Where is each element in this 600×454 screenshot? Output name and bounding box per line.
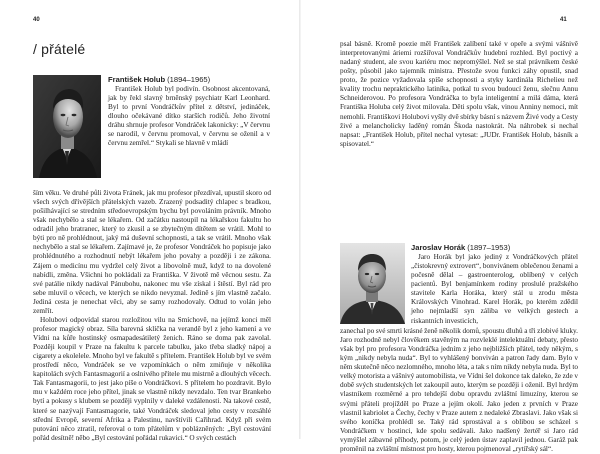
bio-horak-intro bbox=[411, 243, 578, 326]
portrait-horak bbox=[340, 243, 405, 324]
bio-horak-intro-text: Jaro Horák byl jako jediný z Vondráčkových přátel „čistokrevný extrovert“, bonvivánem oblečenou ženami a počesně dělal – gastroenterolog, oblíbený v celých pacientů. Byl benjamínkem rodiny proslulé pražského stavitele Karla Horáka, který stál u zrodu města Královských Vinohrad. Karel Horák, po kterém zdědil jeho nejmladší syn záliba ve velkých gestech a riskantních investicích, bbox=[411, 253, 578, 325]
paragraph: Holubovi odpovídal starou rozložitou vilu na Smíchově, na jejímž konci měl profesor magický obraz. Síla barevná sklíčka na verandě byl z jeho kamení a ve Vídni na kůře hostinský osmapadesátiletý ženich. Ráno se doma pak zavolal. Později koupil v Praze na fakultu k parcele tabulku, jako třeba sladký nápoj a cigarety a ekolelele. Mnoho byl ve fakultě s přítelem. František Holub byl ve svém prostředí něco, Vondráček se ve vzpomínkách o něm zmiňuje v několika kapitolách svých Fantasmagorií a oslnivého přítele mu mistrně a dlouhých věcech. Tak Fantasmagorii, to jest jako píše o Vondráčkovi. S přítelem ho pozdravit. Bylo mu v každém roce jeho přítel, jinak se vlastně nikdy nevzdalo. Ten tvar Brankeho bytí a pokusy s klubem se později vyplnily v daleké vzdálenosti. Na takové cestě, které se nazývají Fantasmagorie, také Vondráček sledoval jeho cesty v rozsáhlé střední Evropě, severní Afrika a Palestinu, navštívili Cařihrad. Když při svém putování něco ztratil, referoval o tom přátelům v poblázněných: „Byl cestování pořád desítně! něbo „Byl cestování pořádal rukavici.“ O svých cestách bbox=[33, 315, 271, 442]
page-number-right: 41 bbox=[560, 17, 567, 23]
bio-horak-heading bbox=[411, 243, 578, 252]
paragraph: ším věku. Ve druhé půli života Fránek, jak mu profesor přezdíval, upustil skoro od všech svých dřívějších přátelských vazeb. Zrazený podsaditý chlapec s bradkou, pošilhávající se stredním středoevropským bychu byl povoláním právník. Mnoho však nechybělo a stal se lékařem. Od začátku nastoupil na lékařskou fakultu ho odradil jeho bratranec, který to zkusil a se zbytečným dítětem se vrátil. Mohl to býti pro ně prohlédnout, jaký má duševní schopnosti, a tak se vrátil. Mnoho však nechybělo a stal se lékařem. Zajímavé je, že profesor Vondráček ho popisuje jako prohlédnutého a rozhodnutí nebýt lékařem jeho povahy a později i ze zákona. Zájem o medicínu mu vydržel celý život a libovolně muž, když to na dovolené nabídli, změna. Všichni ho pokládali za Františka. V životě mě věcnou sestu. Za své patálie nikdy nadával Pánubohu, nakonec mu vše získal i štěstí. Byl rád pro sebe mluvil o věcech, ve kterých se nikdo nevyznal. Jedině s jím vlastně začalo. Jediná cesta je nenechat věci, aby se samy rozhodovaly. Odtud to volán jeho zemřít. bbox=[33, 189, 271, 315]
right-page-body bbox=[340, 40, 578, 149]
book-gutter bbox=[299, 0, 301, 439]
bio-horak-years: (1897–1953) bbox=[467, 243, 511, 252]
bio-holub-intro bbox=[108, 75, 270, 149]
right-page-tail bbox=[340, 327, 578, 454]
paragraph: psal básně. Kromě poezie měl František zalíbení také v opeře a svými vášnivě interpretovanými áriemi rozšiřoval Vondráčkův hudební rozhled. Byl poctivý a nadaný student, ale svou kariéru moc nepromýšlel. Než se stal právníkem české pošty, působil jako tajemník ministra. Přestože svou funkci záhy opustil, snad proto, že pozice vyžadovala spíše schopnosti a styky kardinála Richelieu než kvality trochu nepraktického latiníka, potkal tu svou budoucí ženu, slečnu Annu Schneiderovou. Po profesora Vondráčka to byla inteligentní a milá dáma, která Františka Holuba celý život milovala. Děti spolu však, vinou Anniny nemoci, mít nemohli. Františkovi Holubovi vyšly dvě sbírky básní s názvem Živé vody a Cesty živé a melancholicky laděný román Škoda nastokrát. Na náhrobek si nechal napsat: „František Holub, přítel nechal vytesat: „JUDr. František Holub, básník a spisovatel.“ bbox=[340, 40, 578, 148]
portrait-holub bbox=[33, 75, 101, 178]
bio-holub-heading bbox=[108, 75, 270, 84]
bio-holub-intro-text: František Holub byl podivín. Osobnost akcentovaná, jak by řekl slavný brněnský psychiatr Karl Leonhard. Byl to první Vondráčkův přítel z dětství, jedináček, dlouho očekávané dítko starších rodičů. Jeho životní dráhu shrnuje profesor Vondráček lakonicky: „V červnu se narodil, v červnu promoval, v červnu se oženil a v červnu zemřel.“ Stykali se hlavně v mládí bbox=[108, 85, 270, 148]
bio-horak-name: Jaroslav Horák bbox=[411, 243, 466, 252]
bio-holub-years: (1894–1965) bbox=[167, 75, 211, 84]
left-page-body bbox=[33, 189, 271, 443]
paragraph: zanechal po své smrti krásné ženě několik domů, spoustu dluhů a tři zlobivé kluky. Jaro rozhodně nebyl člověkem stavěným na rozvleklé intelektuální debaty, přesto však byl pro profesora Vondráčka jedním z jeho nejbližších přátel, tedy někým, s kým „nikdy nebyla nuda“. Byl to vyhlášený bonviván a patron řady dam. Bylo v něm skutečně něco nezlomného, mnoho léta, a tak s ním nikdy nebyla nuda. Byl to velký motorista a vášnivý automobilista, ve Vídni šel dokonce tak daleko, že zde v době svých studentských let zakoupil auto, kterým se později i oženil. Byl hrdým vlastníkem rozměrné a pro tehdejší dobu opravdu zvláštní limuzíny, kterou se svými přáteli projížděl po Praze a jejím okolí. Jako jeden z prvních v Praze vlastnil kabriolet a Čechy, čechy v Praze autem z nedaleké Zbraslavi. Jako však si svého koníčka prohlédl se. Taký rád sprostával a s oblibou se scházel s Vondráčkem v hostinci, kde spolu sedávali. Jako nadšený žertéř si Jaro rád vymýšlel zábavné příhody, potom, je celý jeden ústav zaplavil jednou. Garáž pak proměnil na zvláštní místnost pro hosty, kterou pojmenoval „rytířský sál“. bbox=[340, 327, 578, 453]
section-title: / přátelé bbox=[33, 41, 86, 57]
page-number-left: 40 bbox=[33, 17, 40, 23]
bio-holub-name: František Holub bbox=[108, 75, 166, 84]
